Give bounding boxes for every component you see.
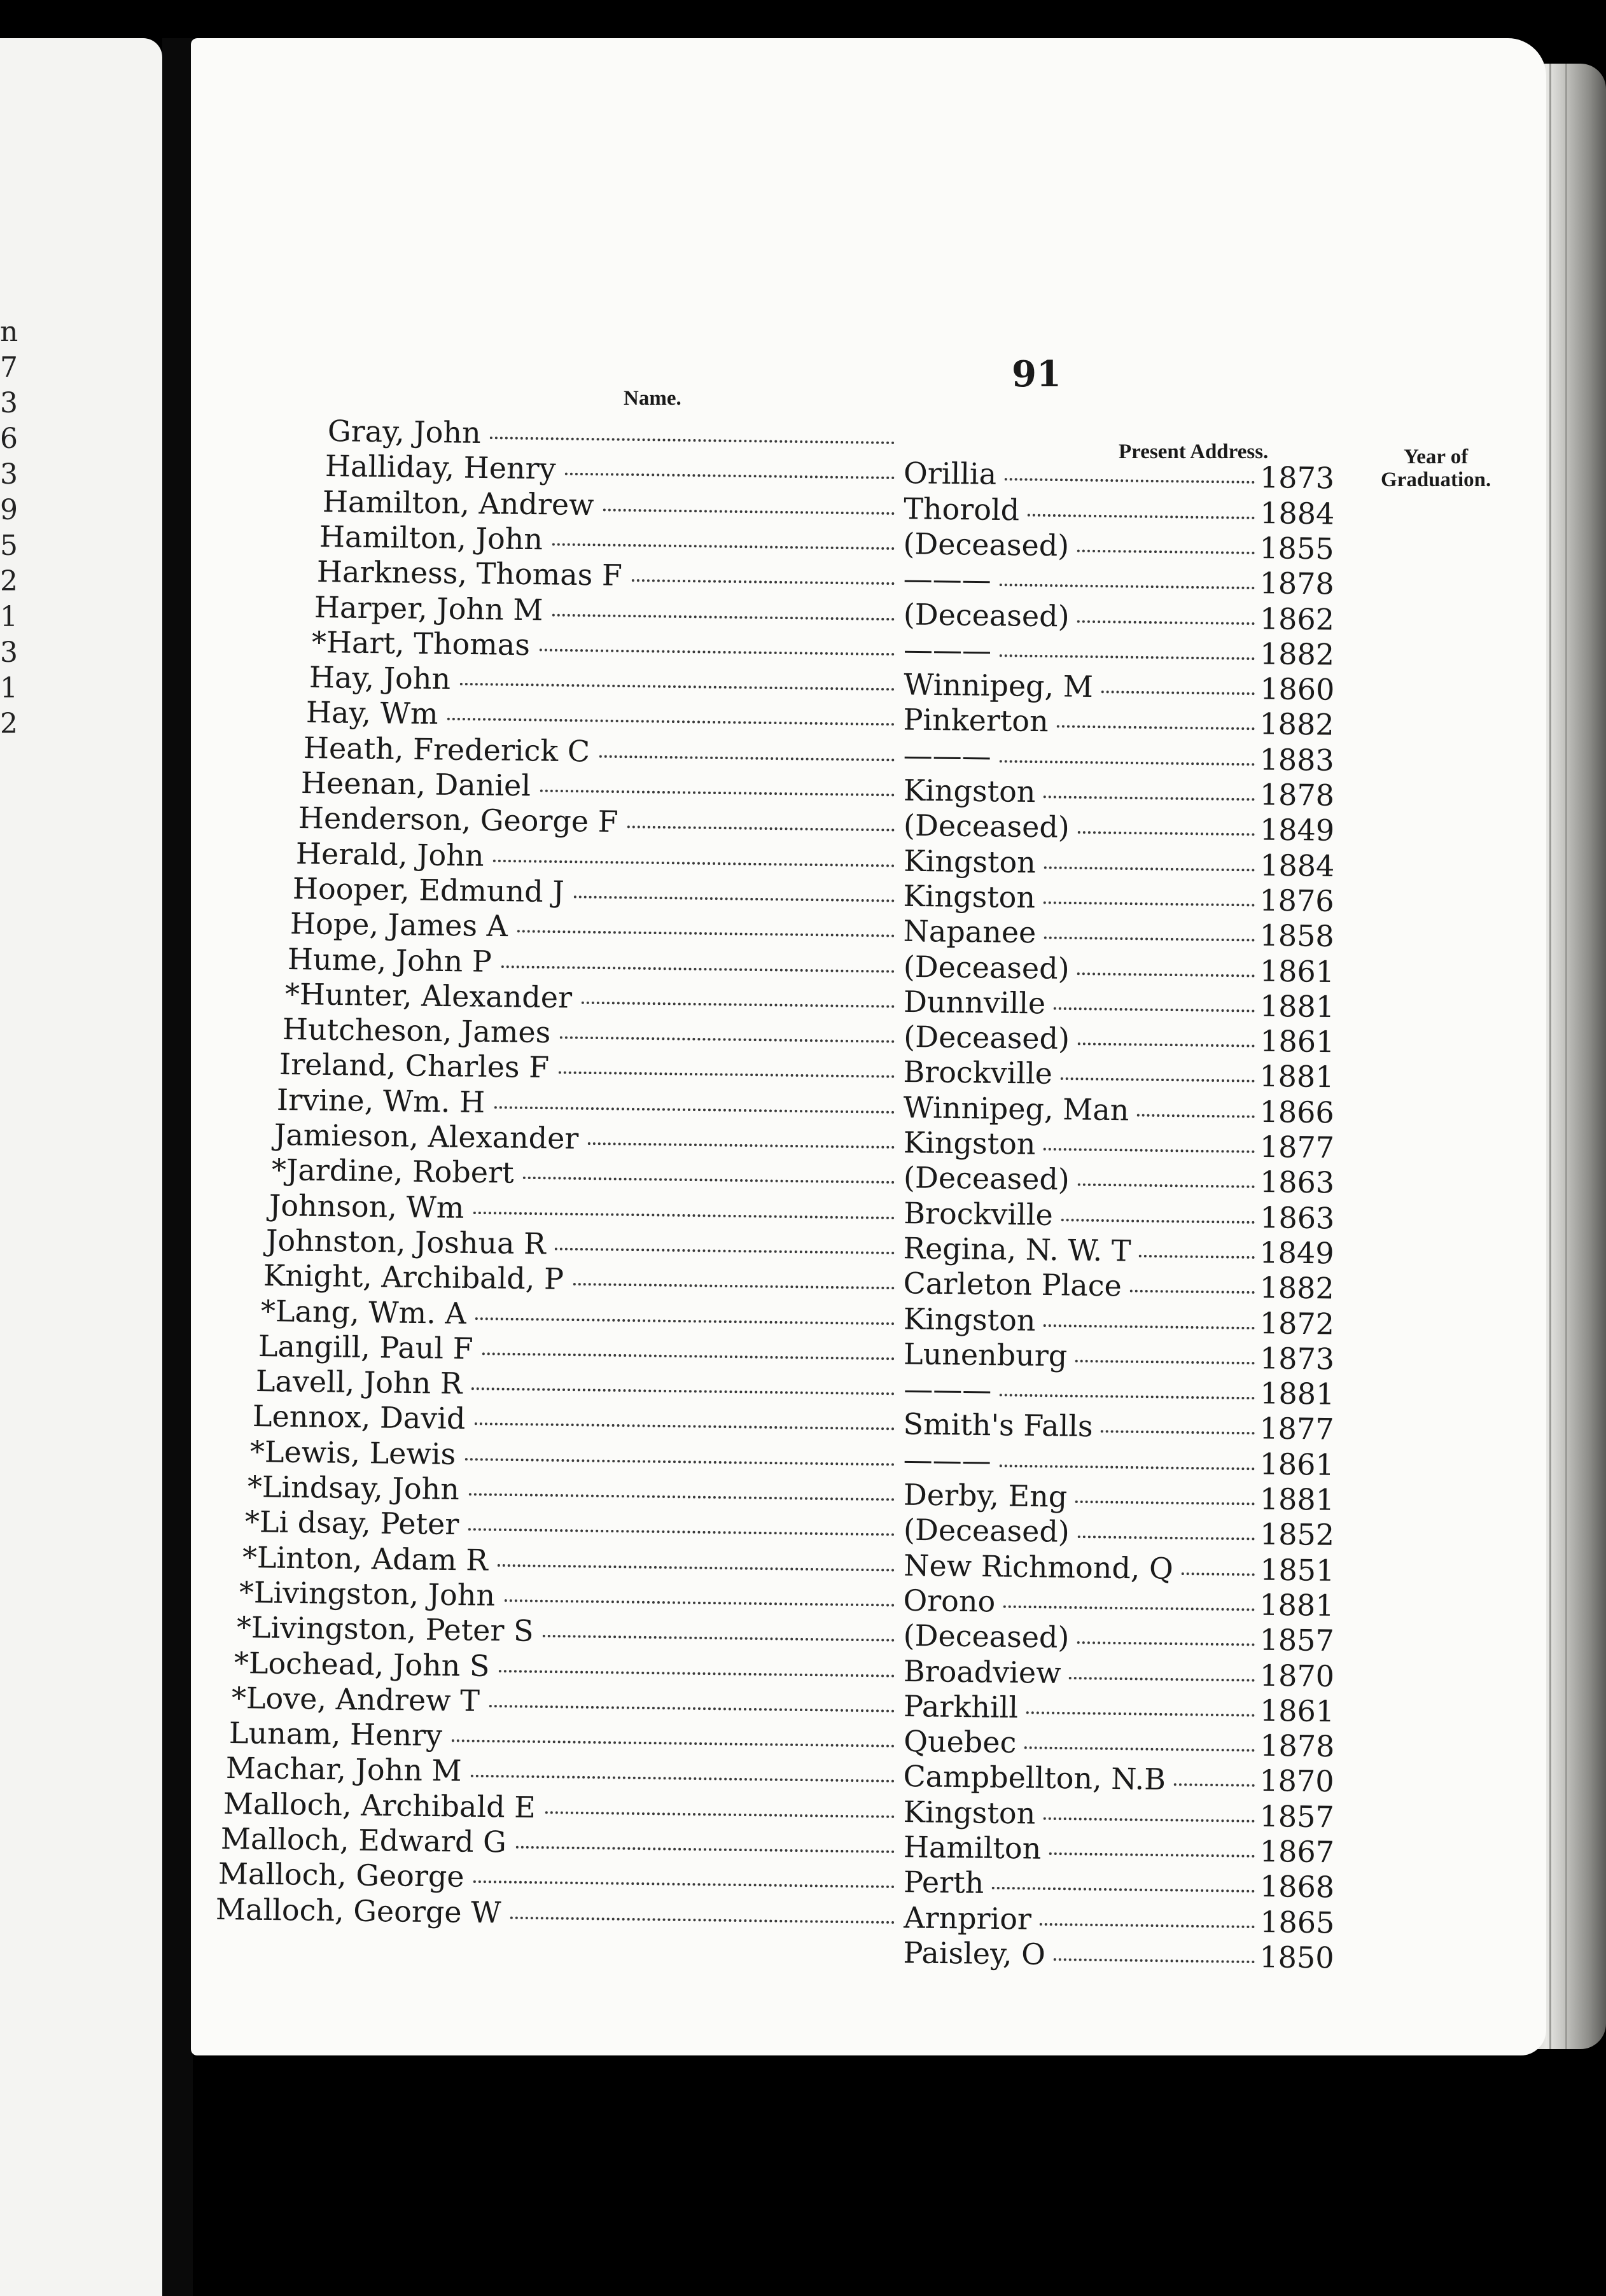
entry-name: Langill, Paul F	[258, 1328, 473, 1366]
leader-dots	[574, 895, 895, 902]
column-header-name: Name.	[624, 387, 681, 410]
entry-year: 1873	[1259, 460, 1335, 496]
facing-page	[0, 38, 162, 2296]
entry-address: ———	[903, 738, 992, 773]
leader-dots	[565, 473, 895, 479]
entry-year: 1867	[1259, 1833, 1335, 1870]
entry-year: 1882	[1259, 706, 1335, 743]
entry-year: 1872	[1259, 1305, 1335, 1341]
leader-dots	[627, 826, 895, 832]
entry-name: Lavell, John R	[255, 1364, 463, 1401]
leader-dots	[1077, 1042, 1255, 1047]
leader-dots	[468, 1493, 894, 1501]
entry-address: (Deceased)	[903, 526, 1070, 563]
leader-dots	[1044, 1817, 1255, 1822]
leader-dots	[992, 1887, 1255, 1893]
entry-address: (Deceased)	[903, 1160, 1070, 1197]
book-gutter	[162, 38, 193, 2296]
entry-address: Winnipeg, Man	[903, 1089, 1129, 1128]
leader-dots	[1061, 1077, 1255, 1082]
entry-year: 1857	[1259, 1798, 1335, 1835]
leader-dots	[493, 859, 895, 867]
entry-year: 1882	[1259, 636, 1335, 672]
entry-year: 1868	[1259, 1869, 1335, 1905]
leader-dots	[499, 1670, 895, 1677]
facing-page-fragment: 7	[0, 351, 18, 384]
leader-dots	[1181, 1572, 1255, 1576]
leader-dots	[517, 930, 895, 937]
entry-year: 1861	[1259, 953, 1335, 989]
facing-page-fragment: 2	[0, 565, 18, 598]
leader-dots	[468, 1529, 895, 1536]
leader-dots	[497, 1564, 895, 1571]
leader-dots	[1044, 901, 1255, 906]
leader-dots	[1077, 1536, 1255, 1540]
leader-dots	[465, 1458, 895, 1466]
entry-year: 1857	[1259, 1622, 1335, 1658]
leader-dots	[1000, 1464, 1255, 1470]
leader-dots	[1003, 1606, 1255, 1611]
entry-address: ———	[903, 561, 992, 598]
entry-name: Hope, James A	[290, 906, 508, 944]
entry-name: Henderson, George F	[298, 801, 618, 839]
entry-year: 1862	[1259, 601, 1335, 637]
entry-year: 1850	[1259, 1939, 1335, 1975]
entry-year: 1851	[1259, 1552, 1335, 1588]
entry-address: (Deceased)	[903, 949, 1070, 986]
leader-dots	[1000, 1394, 1255, 1399]
entry-year: 1861	[1259, 1023, 1335, 1060]
entry-address: Kingston	[903, 843, 1036, 879]
entry-address: Carleton Place	[903, 1266, 1122, 1303]
entry-year: 1863	[1259, 1165, 1335, 1200]
entry-year: 1861	[1259, 1446, 1335, 1482]
facing-page-fragment: 3	[0, 458, 18, 491]
entry-address: Pinkerton	[903, 702, 1049, 739]
entry-address: Brockville	[903, 1195, 1053, 1232]
leader-dots	[1077, 972, 1255, 977]
entry-name: Malloch, Edward G	[220, 1821, 507, 1859]
leader-dots	[1101, 690, 1255, 695]
entry-address: Regina, N. W. T	[903, 1231, 1132, 1268]
entry-year: 1877	[1259, 1411, 1335, 1447]
entry-name: Hutcheson, James	[282, 1012, 551, 1050]
leader-dots	[1044, 1324, 1255, 1329]
leader-dots	[1075, 1501, 1255, 1505]
leader-dots	[448, 718, 895, 726]
entry-address: Napanee	[903, 913, 1037, 950]
entry-name: Johnson, Wm	[269, 1187, 464, 1225]
entry-address: (Deceased)	[903, 1512, 1070, 1550]
leader-dots	[1005, 478, 1255, 484]
entry-year: 1881	[1259, 988, 1335, 1024]
entry-address: (Deceased)	[903, 1618, 1070, 1655]
entry-name: *Linton, Adam R	[242, 1539, 488, 1578]
entry-name: *Lindsay, John	[247, 1469, 460, 1507]
entry-year: 1878	[1259, 1728, 1335, 1764]
entry-year: 1849	[1259, 1235, 1335, 1271]
column-header-year-line1: Year of	[1404, 445, 1469, 468]
column-header-address: Present Address.	[1119, 440, 1269, 463]
leader-dots	[1069, 1677, 1255, 1682]
entry-address: Smith's Falls	[903, 1406, 1094, 1444]
leader-dots	[1077, 620, 1255, 624]
entry-address: Winnipeg, M	[903, 667, 1093, 704]
entry-address: ———	[903, 632, 992, 668]
leader-dots	[505, 1599, 895, 1606]
entry-address: Orillia	[903, 456, 997, 492]
entry-address: Derby, Eng	[903, 1477, 1068, 1514]
entry-name: Malloch, Archibald E	[223, 1786, 536, 1824]
entry-name: Knight, Archibald, P	[263, 1258, 564, 1296]
entry-name: *Hunter, Alexander	[284, 976, 573, 1015]
entry-address: Brockville	[903, 1054, 1053, 1091]
entry-year: 1855	[1259, 530, 1335, 566]
leader-dots	[1027, 514, 1254, 519]
entry-year: 1873	[1259, 1341, 1335, 1376]
leader-dots	[1101, 1431, 1255, 1435]
leader-dots	[545, 1811, 895, 1818]
leader-dots	[1000, 584, 1255, 589]
entry-name: Heenan, Daniel	[300, 766, 531, 803]
leader-dots	[473, 1880, 895, 1888]
entry-year: 1878	[1259, 566, 1335, 601]
entry-year: 1860	[1259, 671, 1335, 707]
facing-page-fragment: 6	[0, 423, 18, 455]
entry-year: 1881	[1259, 1376, 1335, 1411]
entry-year: 1881	[1259, 1481, 1335, 1517]
entry-address: Kingston	[903, 1301, 1036, 1338]
entry-address: Lunenburg	[903, 1336, 1068, 1373]
entry-year: 1866	[1259, 1094, 1335, 1130]
entry-address: (Deceased)	[903, 1019, 1070, 1056]
leader-dots	[1140, 1255, 1255, 1259]
entry-name: *Lewis, Lewis	[249, 1434, 456, 1471]
entry-name: *Livingston, John	[239, 1574, 496, 1613]
entry-year: 1876	[1259, 883, 1335, 918]
leader-dots	[1077, 1641, 1255, 1646]
entry-year: 1852	[1259, 1516, 1335, 1553]
entry-name: *Lang, Wm. A	[260, 1293, 466, 1331]
leader-dots	[1054, 1007, 1255, 1012]
leader-dots	[473, 1212, 895, 1219]
entry-address: Campbellton, N.B	[903, 1759, 1166, 1797]
entry-year: 1870	[1259, 1763, 1335, 1799]
facing-page-fragment: 5	[0, 529, 18, 562]
entry-address: Orono	[903, 1583, 996, 1619]
leader-dots	[490, 437, 895, 444]
leader-dots	[1044, 937, 1255, 942]
leader-dots	[1054, 1958, 1255, 1963]
leader-dots	[552, 613, 895, 620]
entry-address: Parkhill	[903, 1688, 1019, 1725]
leader-dots	[1000, 760, 1255, 766]
leader-dots	[1024, 1746, 1255, 1751]
leader-dots	[540, 790, 895, 797]
leader-dots	[1077, 1184, 1255, 1188]
leader-dots	[552, 543, 895, 550]
entry-year: 1878	[1259, 777, 1335, 813]
facing-page-fragment: n	[0, 316, 18, 348]
leader-dots	[632, 579, 895, 585]
entry-name: *Jardine, Robert	[271, 1152, 514, 1190]
entry-name: Lunam, Henry	[228, 1716, 442, 1753]
entry-name: Jamieson, Alexander	[274, 1117, 579, 1156]
leader-dots	[1044, 866, 1255, 871]
leader-dots	[1039, 1922, 1255, 1928]
entry-year: 1865	[1259, 1904, 1335, 1940]
entry-name: *Li dsay, Peter	[244, 1504, 459, 1542]
leader-dots	[1174, 1784, 1255, 1788]
entry-address: New Richmond, Q	[903, 1548, 1173, 1586]
entry-address: Perth	[903, 1865, 984, 1900]
entry-address: Kingston	[903, 1794, 1036, 1831]
facing-page-fragment: 9	[0, 494, 18, 526]
entry-name: Hamilton, Andrew	[322, 484, 594, 522]
leader-dots	[603, 508, 895, 515]
entry-name: *Hart, Thomas	[311, 624, 531, 662]
leader-dots	[475, 1317, 895, 1325]
entry-name: *Love, Andrew T	[231, 1680, 480, 1718]
leader-dots	[1044, 795, 1255, 801]
leader-dots	[494, 1106, 895, 1114]
leader-dots	[539, 648, 895, 655]
entry-year: 1863	[1259, 1200, 1335, 1236]
facing-page-fragment: 1	[0, 672, 18, 704]
leader-dots	[459, 683, 895, 690]
entry-address: ———	[903, 1442, 992, 1478]
entry-year: 1882	[1259, 1270, 1335, 1306]
entry-name: Lennox, David	[253, 1399, 466, 1436]
entry-name: Irvine, Wm. H	[276, 1082, 485, 1119]
entry-name: *Livingston, Peter S	[236, 1610, 534, 1648]
entry-name: Hooper, Edmund J	[293, 871, 565, 909]
leader-dots	[510, 1916, 895, 1923]
leader-dots	[543, 1635, 894, 1642]
leader-dots	[515, 1846, 894, 1853]
entry-name: Harper, John M	[314, 589, 543, 627]
entry-address: ———	[903, 1371, 992, 1408]
facing-page-fragment: 3	[0, 387, 18, 419]
leader-dots	[471, 1775, 895, 1782]
entry-name: Hamilton, John	[319, 519, 543, 557]
entry-name: Herald, John	[295, 836, 484, 873]
leader-dots	[1077, 831, 1255, 836]
entry-name: *Lochead, John S	[234, 1645, 490, 1683]
entry-name: Machar, John M	[226, 1751, 463, 1788]
entry-year: 1884	[1259, 848, 1335, 883]
entry-year: 1883	[1259, 742, 1335, 778]
leader-dots	[1075, 1359, 1255, 1364]
entry-address: (Deceased)	[903, 808, 1070, 845]
leader-dots	[1026, 1711, 1254, 1716]
entry-address: Kingston	[903, 878, 1036, 915]
entry-address: Arnprior	[903, 1900, 1031, 1936]
entry-address: Broadview	[903, 1653, 1061, 1690]
entry-address: Thorold	[903, 491, 1020, 527]
leader-dots	[1137, 1114, 1255, 1117]
entry-name: Hay, Wm	[306, 695, 439, 731]
leader-dots	[573, 1283, 895, 1289]
leader-dots	[523, 1177, 895, 1184]
leader-dots	[451, 1739, 895, 1747]
leader-dots	[471, 1387, 895, 1395]
entry-name: Harkness, Thomas F	[316, 554, 623, 593]
leader-dots	[1049, 1852, 1255, 1858]
entry-year: 1849	[1259, 812, 1335, 848]
leader-dots	[1061, 1219, 1255, 1224]
entry-name: Heath, Frederick C	[303, 730, 590, 769]
column-header-year-line2: Graduation.	[1381, 468, 1491, 492]
facing-page-fragment: 1	[0, 601, 18, 633]
leader-dots	[482, 1352, 895, 1360]
entry-address: Kingston	[903, 1125, 1036, 1161]
entry-address: Quebec	[903, 1724, 1017, 1760]
leader-dots	[555, 1247, 895, 1254]
leader-dots	[599, 755, 895, 761]
entry-address: Paisley, O	[903, 1935, 1046, 1971]
leader-dots	[1130, 1290, 1255, 1294]
entry-name: Hay, John	[309, 660, 450, 696]
leader-dots	[581, 1001, 894, 1007]
entry-name: Gray, John	[327, 414, 481, 450]
entry-year: 1870	[1259, 1658, 1335, 1693]
entry-name: Halliday, Henry	[325, 449, 556, 486]
graduate-list	[191, 38, 1546, 2055]
entry-year: 1877	[1259, 1129, 1335, 1165]
leader-dots	[1077, 549, 1255, 554]
leader-dots	[560, 1036, 895, 1042]
entry-name: Malloch, George	[218, 1856, 464, 1894]
entry-year: 1881	[1259, 1059, 1335, 1095]
leader-dots	[1057, 725, 1255, 731]
entry-name: Johnston, Joshua R	[266, 1222, 547, 1261]
entry-year: 1884	[1259, 495, 1335, 531]
entry-year: 1881	[1259, 1587, 1335, 1623]
entry-year: 1861	[1259, 1693, 1335, 1728]
leader-dots	[1044, 1148, 1255, 1153]
facing-page-fragment: 3	[0, 636, 18, 669]
leader-dots	[1000, 654, 1255, 660]
entry-address: Kingston	[903, 773, 1036, 809]
leader-dots	[588, 1142, 895, 1149]
leader-dots	[559, 1072, 895, 1078]
leader-dots	[475, 1423, 894, 1431]
entry-name: Hume, John P	[287, 941, 492, 979]
entry-name: Malloch, George W	[215, 1891, 501, 1930]
page-number: 91	[1012, 353, 1061, 395]
facing-page-fragment: 2	[0, 708, 18, 740]
leader-dots	[489, 1705, 895, 1712]
entry-address: (Deceased)	[903, 596, 1070, 633]
entry-year: 1858	[1259, 918, 1335, 954]
entry-name: Ireland, Charles F	[279, 1047, 550, 1085]
leader-dots	[501, 965, 894, 973]
entry-address: Dunnville	[903, 984, 1046, 1021]
entry-address: Hamilton	[903, 1830, 1042, 1866]
book-page	[191, 38, 1546, 2055]
